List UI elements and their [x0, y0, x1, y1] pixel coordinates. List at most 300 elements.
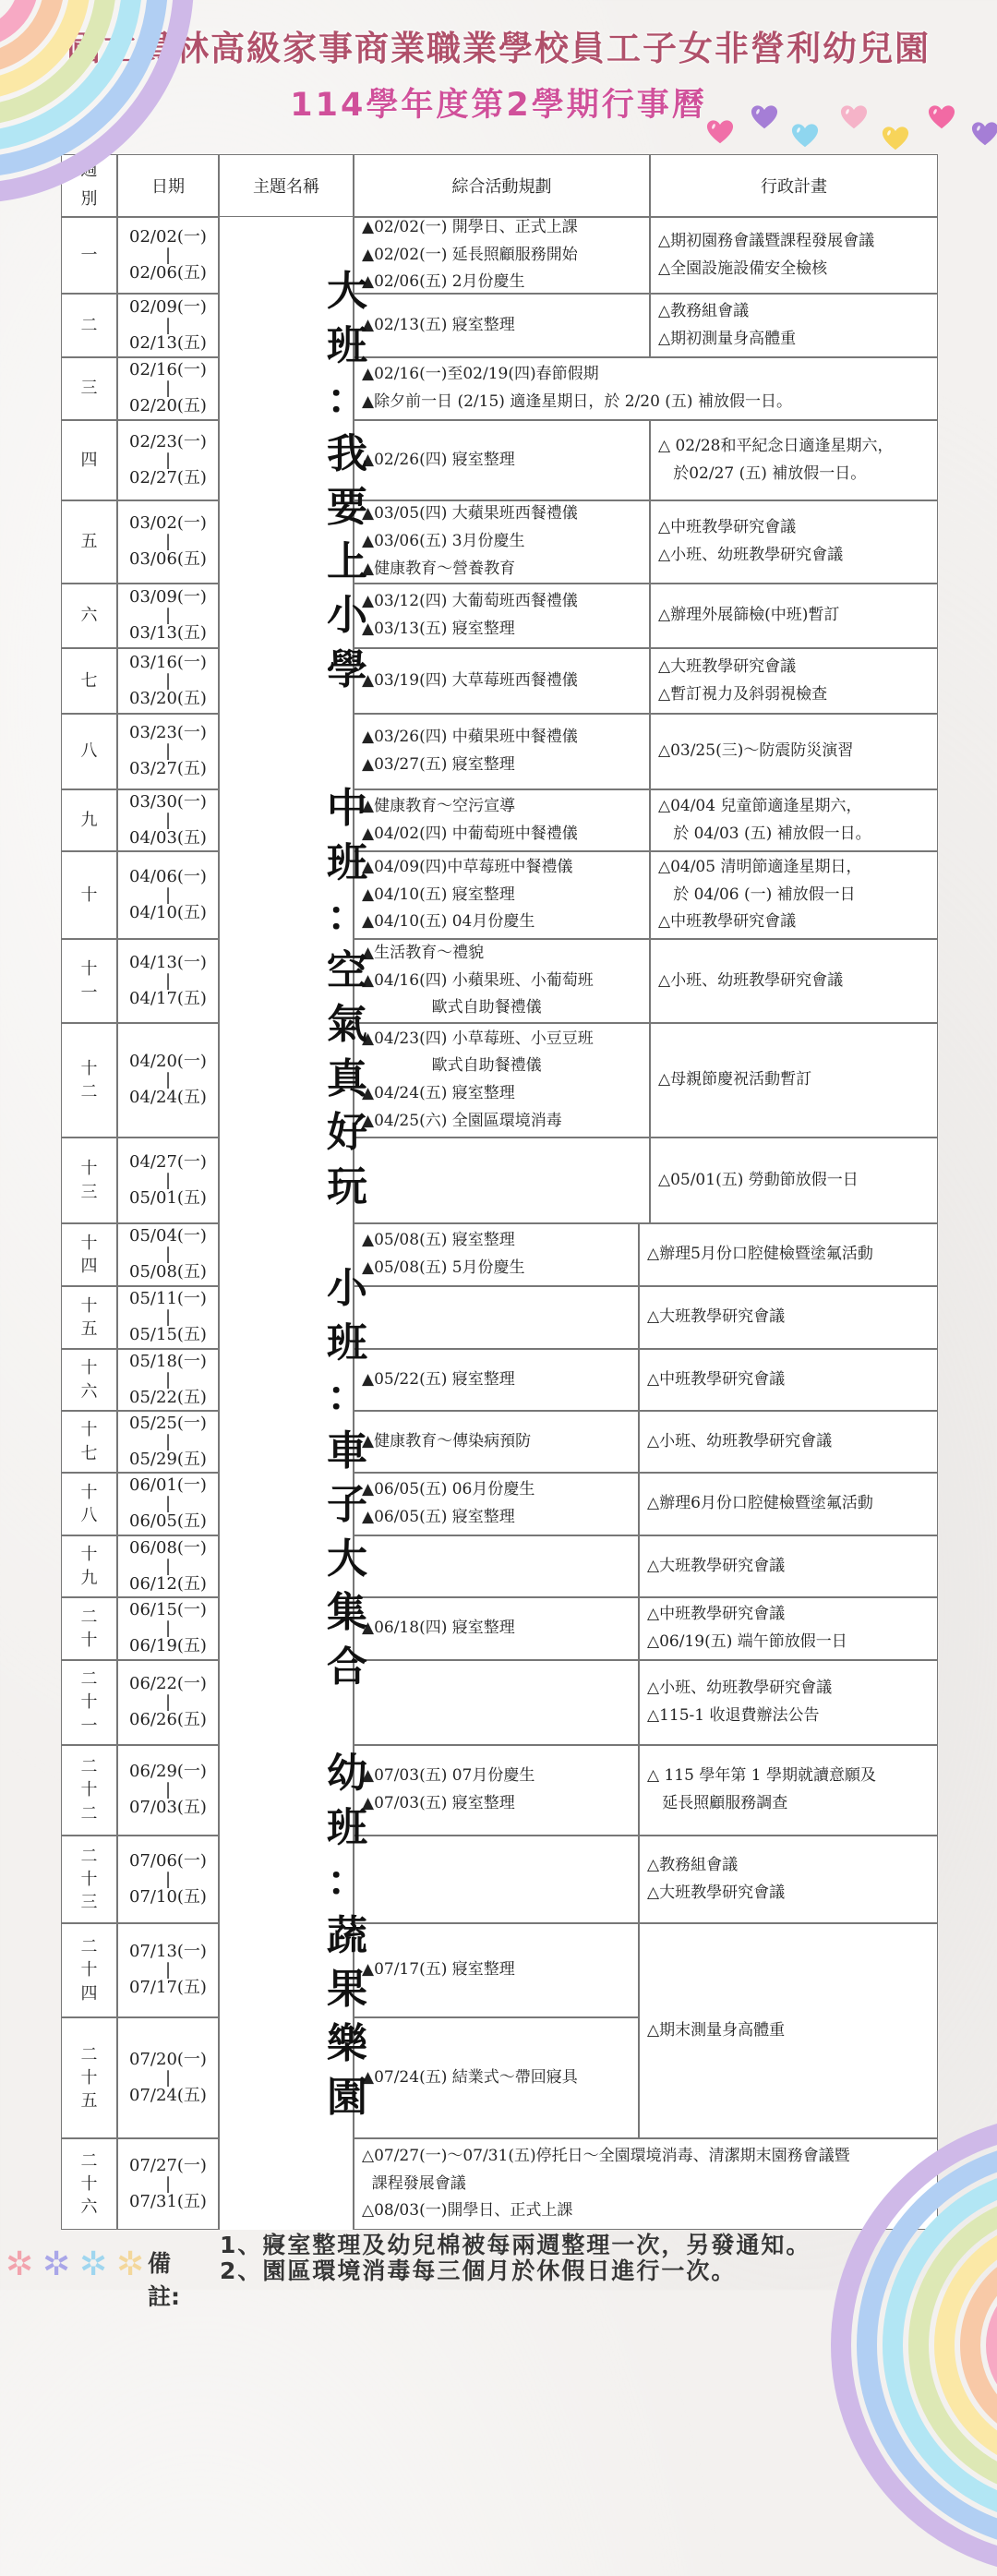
activity-line: ▲02/26(四) 寢室整理	[362, 450, 515, 469]
theme-char: ：	[327, 1373, 367, 1421]
admin-line: △小班、幼班教學研究會議	[658, 546, 844, 564]
date-start: 05/25(一)	[129, 1413, 207, 1433]
date-end: 05/29(五)	[129, 1449, 207, 1469]
admin-cell	[650, 294, 938, 357]
date-range-separator: |	[164, 2067, 172, 2088]
header-admin	[650, 154, 938, 217]
school-title: 國立員林高級家事商業職業學校員工子女非營利幼兒園	[66, 29, 931, 68]
date-cell	[117, 1473, 219, 1535]
admin-cell	[639, 1660, 938, 1745]
activity-line: ▲03/27(五) 寢室整理	[362, 755, 515, 774]
admin-line: △期末測量身高體重	[647, 2020, 786, 2040]
activity-line: ▲04/16(四) 小蘋果班、小葡萄班	[362, 970, 594, 990]
activity-line: ▲健康教育～空污宣導	[362, 796, 516, 815]
theme-char: 班	[327, 1318, 367, 1366]
theme-char: ：	[327, 376, 367, 424]
week-label: 五	[80, 532, 98, 552]
date-end: 05/08(五)	[129, 1262, 207, 1282]
date-cell	[117, 939, 219, 1023]
date-cell	[117, 1923, 219, 2017]
heart-icon	[840, 103, 868, 131]
date-range-separator: |	[164, 741, 172, 761]
date-cell	[117, 217, 219, 294]
theme-char: 小	[327, 592, 367, 640]
flower-icon: ✲	[42, 2245, 71, 2283]
week-label: 二十二	[80, 1757, 98, 1824]
date-end: 05/01(五)	[129, 1187, 207, 1208]
week-cell	[61, 1535, 117, 1597]
date-start: 03/30(一)	[129, 791, 207, 812]
activity-line: ▲07/24(五) 結業式～帶回寢具	[362, 2067, 578, 2087]
activity-line: ▲06/05(五) 寢室整理	[362, 1508, 515, 1526]
date-start: 07/27(一)	[129, 2155, 207, 2175]
week-label: 十五	[80, 1295, 98, 1339]
activity-line: ▲03/05(四) 大蘋果班西餐禮儀	[362, 504, 578, 524]
admin-line: 延長照顧服務調查	[647, 1794, 788, 1812]
theme-char: 真	[327, 1054, 367, 1102]
flower-icon: ✲	[116, 2245, 145, 2283]
date-end: 03/13(五)	[129, 623, 207, 643]
date-range-separator: |	[164, 1245, 172, 1264]
date-cell	[117, 851, 219, 939]
date-end: 05/22(五)	[129, 1387, 207, 1407]
activity-line: 歐式自助餐禮儀	[362, 998, 542, 1017]
date-range-separator: |	[164, 1494, 172, 1513]
theme-char: 要	[327, 484, 367, 532]
week-label: 二十	[80, 1607, 98, 1650]
week-cell	[61, 357, 117, 420]
date-start: 04/13(一)	[129, 952, 207, 972]
date-range-separator: |	[164, 885, 172, 905]
theme-char: 樂	[327, 2019, 367, 2067]
admin-line: △05/01(五) 勞動節放假一日	[658, 1170, 859, 1189]
date-cell	[117, 357, 219, 420]
admin-line: △教務組會議	[647, 1855, 739, 1874]
theme-char: 車	[327, 1426, 367, 1475]
activity-line: ▲03/12(四) 大葡萄班西餐禮儀	[362, 592, 578, 611]
week-cell	[61, 1745, 117, 1836]
admin-line: △03/25(三)～防震防災演習	[658, 741, 854, 761]
date-end: 03/20(五)	[129, 688, 207, 708]
week-cell	[61, 1023, 117, 1138]
theme-char: 我	[327, 429, 367, 477]
date-start: 06/15(一)	[129, 1600, 207, 1620]
date-start: 02/16(一)	[129, 360, 207, 380]
admin-cell-merged	[639, 1923, 938, 2138]
week-label: 三	[80, 379, 98, 399]
date-range-separator: |	[164, 970, 172, 991]
week-label: 四	[80, 450, 98, 470]
date-range-separator: |	[164, 1619, 172, 1638]
admin-line: △04/04 兒童節適逢星期六，	[658, 796, 862, 815]
week-cell	[61, 1138, 117, 1223]
theme-char: ：	[327, 1858, 367, 1906]
admin-line: 於 04/06 (一) 補放假一日	[658, 885, 856, 904]
date-cell	[117, 1836, 219, 1923]
week-label: 七	[80, 670, 98, 691]
week-cell	[61, 648, 117, 714]
theme-char: 大	[327, 268, 367, 315]
date-end: 02/13(五)	[129, 332, 207, 353]
theme-char: 上	[327, 537, 367, 585]
week-cell	[61, 939, 117, 1023]
heart-icon	[751, 103, 778, 131]
activity-line: ▲04/23(四) 小草莓班、小豆豆班	[362, 1029, 594, 1048]
admin-line: △辦理6月份口腔健檢暨塗氟活動	[647, 1494, 873, 1513]
date-end: 03/06(五)	[129, 549, 207, 569]
theme-4	[280, 1747, 414, 2125]
date-range-separator: |	[164, 810, 172, 830]
date-start: 04/20(一)	[129, 1052, 207, 1072]
week-label: 二十四	[80, 1937, 98, 2004]
week-label: 二十三	[80, 1846, 98, 1913]
date-end: 07/17(五)	[129, 1978, 207, 1997]
admin-cell	[639, 1535, 938, 1597]
week-label: 六	[80, 606, 98, 626]
admin-line: △教務組會議	[658, 301, 750, 320]
admin-line: △大班教學研究會議	[647, 1307, 786, 1327]
admin-cell	[650, 851, 938, 939]
admin-cell	[650, 939, 938, 1023]
admin-cell	[639, 1286, 938, 1349]
activity-line: △08/03(一)開學日、正式上課	[362, 2201, 573, 2221]
week-cell	[61, 1411, 117, 1473]
date-cell	[117, 648, 219, 714]
admin-cell	[650, 420, 938, 500]
admin-cell	[650, 789, 938, 851]
date-cell	[117, 2017, 219, 2138]
date-start: 06/22(一)	[129, 1674, 207, 1694]
admin-line: △中班教學研究會議	[647, 1605, 786, 1624]
week-cell	[61, 1473, 117, 1535]
heart-icon	[971, 120, 997, 148]
theme-char: ：	[327, 893, 367, 941]
admin-line: △04/05 清明節適逢星期日，	[658, 857, 862, 876]
activity-line: ▲06/18(四) 寢室整理	[362, 1619, 515, 1638]
week-label: 一	[80, 245, 98, 265]
activity-line: ▲05/22(五) 寢室整理	[362, 1369, 515, 1389]
date-range-separator: |	[164, 1369, 172, 1390]
week-label: 十一	[80, 959, 98, 1003]
date-cell	[117, 500, 219, 584]
date-end: 07/31(五)	[129, 2191, 207, 2211]
week-cell	[61, 584, 117, 648]
date-start: 02/02(一)	[129, 226, 207, 247]
activity-line: ▲04/25(六) 全園區環境消毒	[362, 1111, 562, 1130]
admin-line: △暫訂視力及斜弱視檢查	[658, 684, 828, 704]
activity-line: ▲健康教育～營養教育	[362, 559, 516, 578]
date-range-separator: |	[164, 379, 172, 398]
week-label: 九	[80, 810, 98, 830]
admin-line: △ 115 學年第 1 學期就讀意願及	[647, 1766, 876, 1786]
theme-char: 小	[327, 1265, 367, 1312]
week-cell	[61, 294, 117, 357]
date-cell	[117, 584, 219, 648]
activity-line: ▲02/02(一) 開學日、正式上課	[362, 217, 578, 236]
activity-line: ▲07/03(五) 07月份慶生	[362, 1766, 535, 1786]
date-end: 04/17(五)	[129, 988, 207, 1008]
theme-char: 大	[327, 1535, 367, 1583]
date-start: 06/01(一)	[129, 1475, 207, 1496]
theme-char: 集	[327, 1589, 367, 1637]
date-cell	[117, 294, 219, 357]
date-start: 03/23(一)	[129, 723, 207, 743]
date-range-separator: |	[164, 1692, 172, 1712]
date-range-separator: |	[164, 1170, 172, 1190]
date-start: 02/23(一)	[129, 431, 207, 451]
week-label: 十六	[80, 1358, 98, 1402]
admin-line: △小班、幼班教學研究會議	[658, 970, 844, 990]
admin-cell	[650, 714, 938, 789]
date-end: 03/27(五)	[129, 759, 207, 778]
activity-line: ▲生活教育～禮貌	[362, 943, 485, 962]
date-start: 05/11(一)	[129, 1289, 207, 1309]
admin-cell	[639, 1745, 938, 1836]
date-cell	[117, 1223, 219, 1286]
header-theme	[219, 154, 354, 217]
admin-line: 於02/27 (五) 補放假一日。	[658, 463, 867, 483]
admin-cell	[639, 1597, 938, 1660]
activity-line: ▲03/06(五) 3月份慶生	[362, 532, 525, 551]
admin-cell	[639, 1349, 938, 1411]
flower-icon: ✲	[79, 2245, 108, 2283]
activity-line: ▲07/17(五) 寢室整理	[362, 1960, 515, 1980]
date-range-separator: |	[164, 450, 172, 470]
week-cell	[61, 2138, 117, 2230]
date-cell	[117, 1535, 219, 1597]
theme-char: 子	[327, 1481, 367, 1529]
week-cell	[61, 1923, 117, 2017]
week-cell	[61, 1286, 117, 1349]
admin-line: △115-1 收退費辦法公告	[647, 1706, 820, 1725]
date-end: 06/26(五)	[129, 1710, 207, 1729]
activity-line: 課程發展會議	[362, 2173, 466, 2193]
flower-icon: ✲	[6, 2245, 34, 2283]
heart-icon	[791, 122, 819, 150]
activity-line: ▲04/10(五) 寢室整理	[362, 885, 515, 904]
date-end: 06/12(五)	[129, 1573, 207, 1594]
admin-line: △中班教學研究會議	[658, 912, 797, 932]
date-cell	[117, 1411, 219, 1473]
date-end: 06/05(五)	[129, 1511, 207, 1531]
week-cell	[61, 420, 117, 500]
week-label: 十七	[80, 1420, 98, 1463]
theme-2	[280, 782, 414, 1214]
activity-line: ▲02/06(五) 2月份慶生	[362, 272, 525, 292]
week-label: 二十六	[80, 2150, 98, 2218]
header-week-label: 週別	[80, 161, 98, 209]
date-start: 03/16(一)	[129, 652, 207, 672]
date-cell	[117, 789, 219, 851]
merged-activity-cell	[354, 357, 938, 420]
date-start: 06/08(一)	[129, 1537, 207, 1558]
heart-icon	[706, 118, 734, 146]
admin-cell	[639, 1473, 938, 1535]
week-label: 二十五	[80, 2044, 98, 2112]
admin-cell	[639, 1836, 938, 1923]
week-cell	[61, 2017, 117, 2138]
theme-char: 好	[327, 1109, 367, 1157]
admin-line: △大班教學研究會議	[647, 1556, 786, 1575]
header-theme-label: 主題名稱	[253, 177, 319, 197]
note-item-2: 2、園區環境消毒每三個月於休假日進行一次。	[220, 2257, 737, 2285]
date-end: 07/03(五)	[129, 1798, 207, 1817]
theme-char: 氣	[327, 1001, 367, 1049]
week-label: 二	[80, 315, 98, 335]
week-cell	[61, 789, 117, 851]
activity-line: ▲05/08(五) 5月份慶生	[362, 1258, 525, 1277]
activity-cell	[354, 714, 650, 789]
week-label: 十	[80, 885, 98, 905]
week-label: 十八	[80, 1482, 98, 1525]
date-start: 07/06(一)	[129, 1850, 207, 1871]
date-cell	[117, 1745, 219, 1836]
date-end: 07/24(五)	[129, 2085, 207, 2105]
activity-line: ▲03/26(四) 中蘋果班中餐禮儀	[362, 728, 578, 747]
admin-line: △大班教學研究會議	[647, 1883, 786, 1902]
date-cell	[117, 2138, 219, 2230]
week-cell	[61, 1223, 117, 1286]
date-end: 07/10(五)	[129, 1886, 207, 1907]
date-start: 04/06(一)	[129, 866, 207, 886]
admin-line: △大班教學研究會議	[658, 656, 797, 676]
activity-line: ▲05/08(五) 寢室整理	[362, 1231, 515, 1250]
admin-line: △期初測量身高體重	[658, 329, 797, 348]
date-range-separator: |	[164, 606, 172, 625]
admin-line: △期初園務會議暨課程發展會議	[658, 231, 875, 250]
date-range-separator: |	[164, 532, 172, 551]
activity-line: △07/27(一)～07/31(五)停托日～全園環境消毒、清潔期末園務會議暨	[362, 2146, 850, 2165]
theme-char: 合	[327, 1643, 367, 1691]
heart-icon	[928, 103, 955, 131]
date-range-separator: |	[164, 1070, 172, 1089]
week-cell	[61, 500, 117, 584]
date-range-separator: |	[164, 670, 172, 691]
admin-line: △辦理5月份口腔健檢暨塗氟活動	[647, 1245, 873, 1264]
date-cell	[117, 420, 219, 500]
theme-char: 空	[327, 946, 367, 994]
theme-char: 中	[327, 785, 367, 832]
week-cell	[61, 714, 117, 789]
date-start: 06/29(一)	[129, 1762, 207, 1782]
admin-cell	[650, 500, 938, 584]
date-range-separator: |	[164, 1960, 172, 1980]
date-cell	[117, 1138, 219, 1223]
activity-line: ▲07/03(五) 寢室整理	[362, 1794, 515, 1812]
date-start: 03/09(一)	[129, 587, 207, 608]
week-cell	[61, 1660, 117, 1745]
admin-cell	[639, 1223, 938, 1286]
theme-char: 學	[327, 645, 367, 693]
date-range-separator: |	[164, 1556, 172, 1576]
admin-line: △辦理外展篩檢(中班)暫訂	[658, 606, 840, 625]
activity-line: ▲02/02(一) 延長照顧服務開始	[362, 245, 578, 264]
merged-activity-cell	[354, 2138, 938, 2230]
date-end: 04/03(五)	[129, 827, 207, 848]
date-start: 04/27(一)	[129, 1151, 207, 1172]
week-label: 十九	[80, 1545, 98, 1588]
date-range-separator: |	[164, 1307, 172, 1327]
activity-line: ▲04/09(四)中草莓班中餐禮儀	[362, 857, 573, 876]
note-item-1: 1、寢室整理及幼兒棉被每兩週整理一次，另發通知。	[220, 2232, 811, 2258]
week-label: 八	[80, 741, 98, 762]
admin-line: △中班教學研究會議	[658, 518, 797, 537]
date-end: 06/19(五)	[129, 1636, 207, 1655]
admin-cell	[650, 584, 938, 648]
activity-line: ▲健康教育～傳染病預防	[362, 1431, 532, 1451]
activity-line: ▲除夕前一日 (2/15) 適逢星期日，於 2/20 (五) 補放假一日。	[362, 392, 792, 411]
week-label: 十二	[80, 1058, 98, 1101]
calendar-title: 114學年度第2學期行事曆	[290, 87, 707, 124]
date-start: 02/09(一)	[129, 296, 207, 317]
date-end: 04/10(五)	[129, 902, 207, 922]
date-end: 02/06(五)	[129, 262, 207, 283]
theme-char: 蔬	[327, 1911, 367, 1959]
week-cell	[61, 217, 117, 294]
admin-line: △ 02/28和平紀念日適逢星期六，	[658, 436, 894, 455]
date-range-separator: |	[164, 1431, 172, 1451]
week-cell	[61, 1836, 117, 1923]
date-end: 05/15(五)	[129, 1325, 207, 1344]
activity-line: 歐式自助餐禮儀	[362, 1056, 542, 1076]
activity-line: ▲03/19(四) 大草莓班西餐禮儀	[362, 670, 578, 690]
week-label: 十四	[80, 1233, 98, 1276]
admin-line: △小班、幼班教學研究會議	[647, 1431, 833, 1451]
date-range-separator: |	[164, 1869, 172, 1889]
theme-1	[280, 265, 414, 697]
admin-cell	[650, 217, 938, 294]
header-date	[117, 154, 219, 217]
week-cell	[61, 1597, 117, 1660]
admin-line: △小班、幼班教學研究會議	[647, 1679, 833, 1698]
week-label: 十三	[80, 1159, 98, 1202]
date-cell	[117, 1286, 219, 1349]
date-range-separator: |	[164, 2173, 172, 2194]
admin-line: 於 04/03 (五) 補放假一日。	[658, 824, 871, 843]
admin-cell	[650, 1138, 938, 1223]
theme-char: 果	[327, 1966, 367, 2014]
week-cell	[61, 851, 117, 939]
activity-line: ▲02/16(一)至02/19(四)春節假期	[362, 365, 599, 384]
activity-line: ▲04/10(五) 04月份慶生	[362, 912, 535, 932]
date-end: 04/24(五)	[129, 1088, 207, 1107]
date-cell	[117, 1597, 219, 1660]
activity-line: ▲03/13(五) 寢室整理	[362, 620, 515, 638]
admin-cell	[650, 1023, 938, 1138]
date-start: 07/20(一)	[129, 2049, 207, 2069]
date-cell	[117, 1023, 219, 1138]
date-range-separator: |	[164, 1780, 172, 1800]
admin-line: △母親節慶祝活動暫訂	[658, 1070, 812, 1089]
date-start: 03/02(一)	[129, 513, 207, 534]
admin-line: △06/19(五) 端午節放假一日	[647, 1632, 847, 1651]
theme-char: 幼	[327, 1750, 367, 1797]
week-label: 二十一	[80, 1669, 98, 1736]
heart-icon	[882, 125, 909, 152]
date-start: 07/13(一)	[129, 1942, 207, 1962]
activity-line: ▲04/24(五) 寢室整理	[362, 1084, 515, 1102]
theme-char: 園	[327, 2074, 367, 2122]
theme-char: 班	[327, 1803, 367, 1851]
activity-line: ▲06/05(五) 06月份慶生	[362, 1480, 535, 1499]
date-cell	[117, 1349, 219, 1411]
header-admin-label: 行政計畫	[761, 177, 827, 197]
date-start: 05/04(一)	[129, 1226, 207, 1246]
date-end: 02/27(五)	[129, 467, 207, 488]
date-cell	[117, 714, 219, 789]
admin-line: △中班教學研究會議	[647, 1369, 786, 1389]
date-end: 02/20(五)	[129, 396, 207, 415]
